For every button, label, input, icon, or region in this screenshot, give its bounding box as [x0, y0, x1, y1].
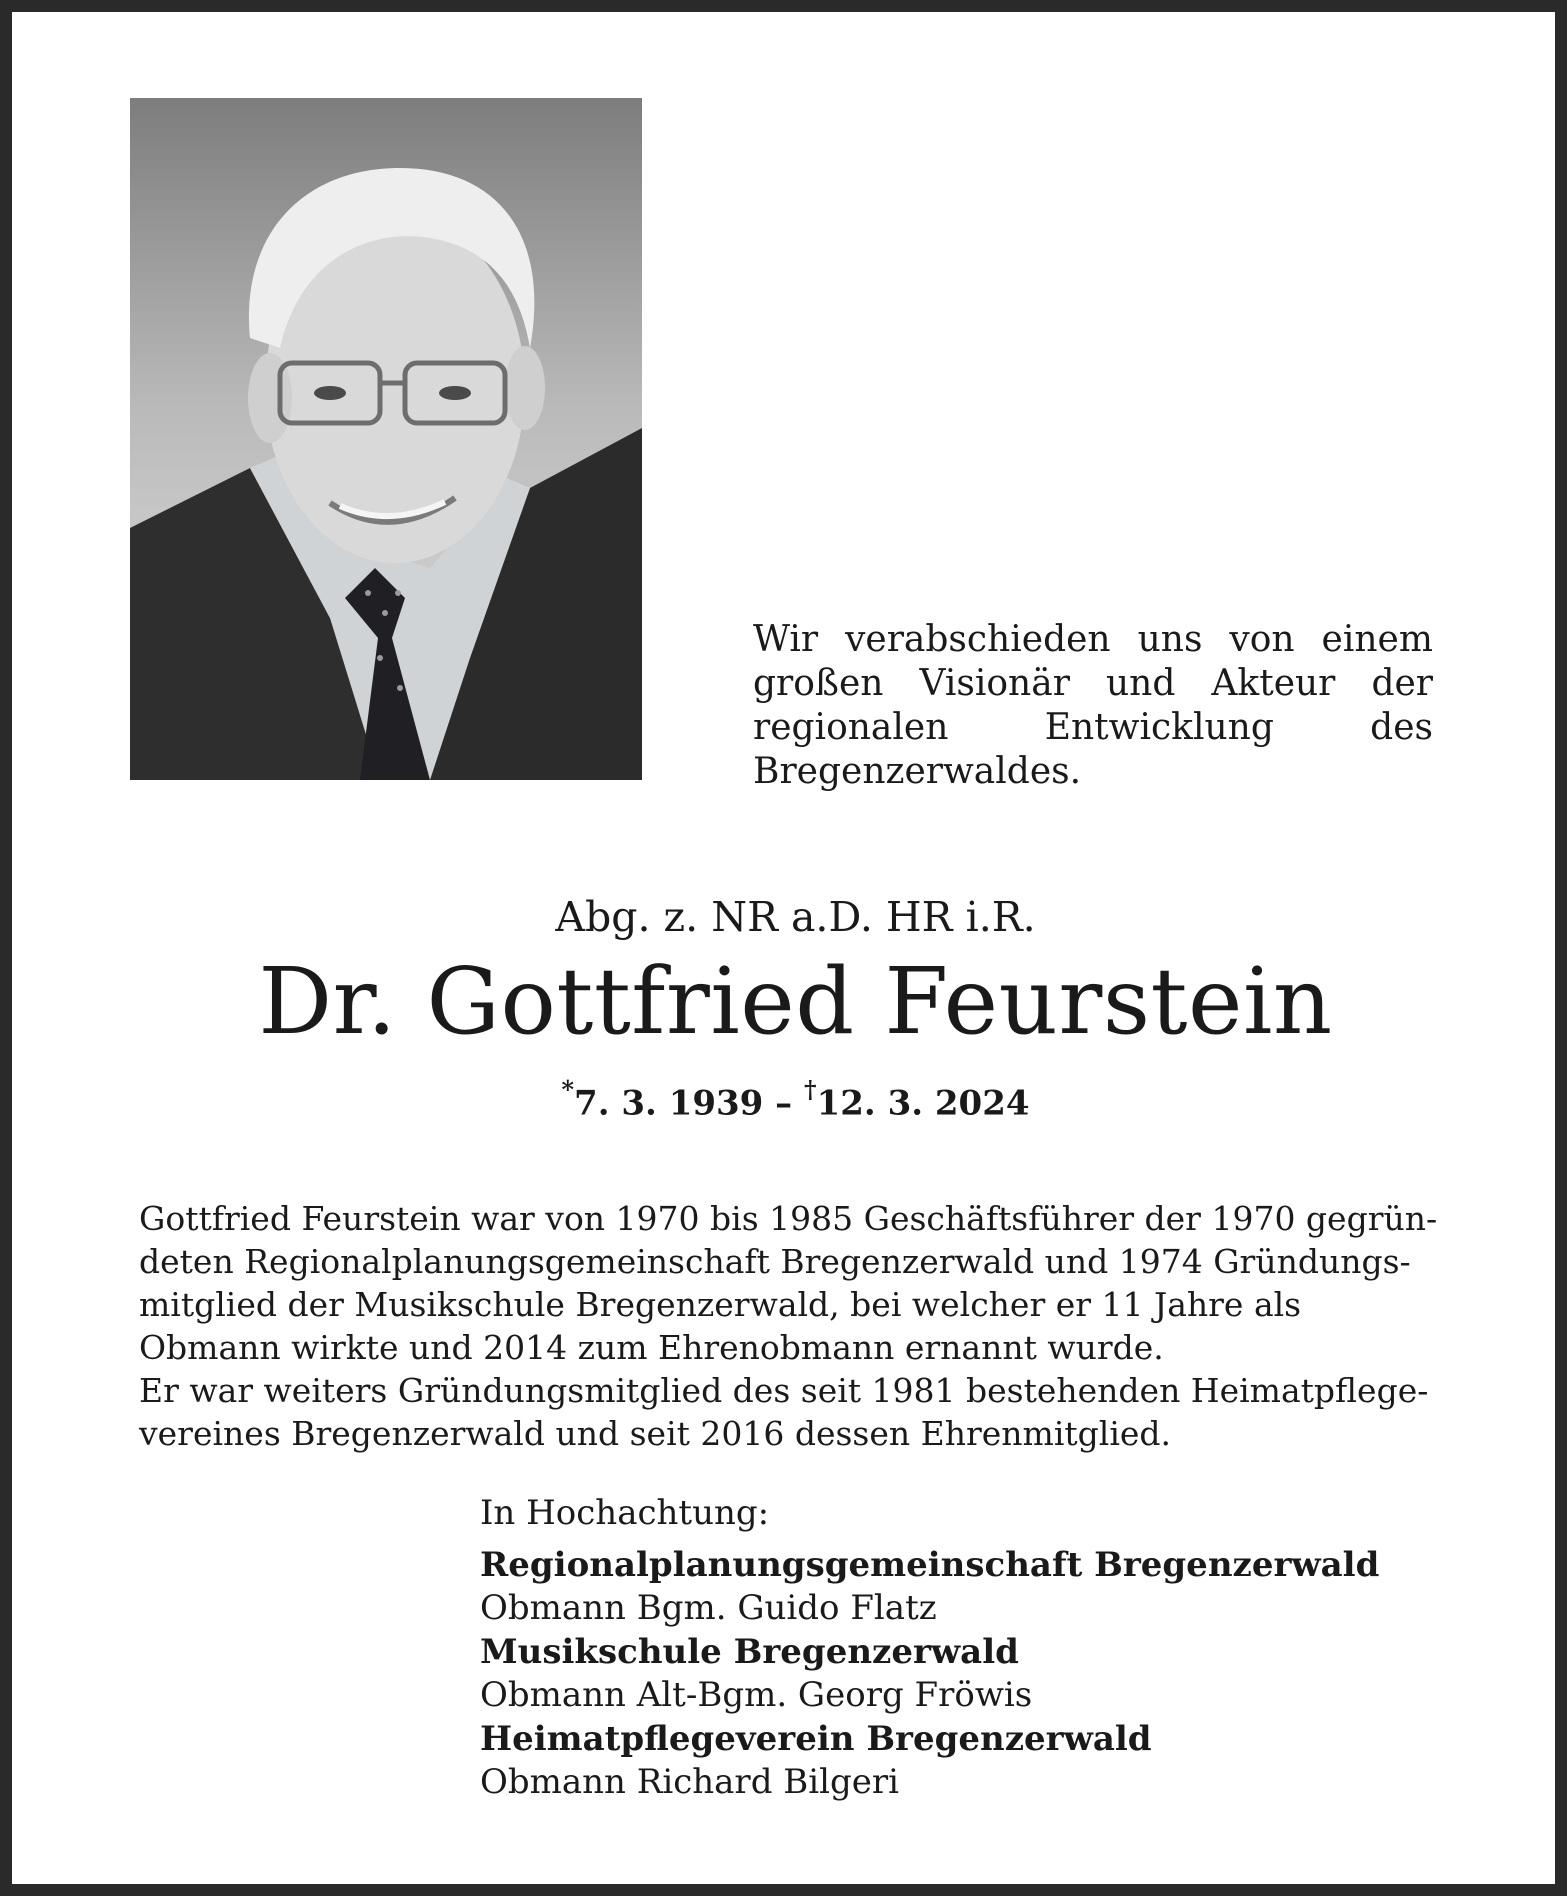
signatory-person: Obmann Bgm. Guido Flatz: [480, 1588, 937, 1628]
intro-text: Wir verabschieden uns von einem großen Visionär und Akteur der regionalen Entwicklung des Bregenzerwaldes.: [753, 619, 1433, 792]
date-separator: –: [763, 1083, 805, 1124]
signatory-person: Obmann Richard Bilgeri: [480, 1762, 900, 1802]
death-symbol: †: [804, 1075, 817, 1104]
signatory-org: Musikschule Bregenzerwald: [480, 1631, 1019, 1672]
birth-symbol: *: [561, 1075, 575, 1104]
birth-date: 7. 3. 1939: [574, 1083, 764, 1124]
honorific-title: Abg. z. NR a.D. HR i.R.: [555, 893, 1036, 941]
death-date: 12. 3. 2024: [816, 1083, 1030, 1124]
signoff-intro: In Hochachtung:: [480, 1493, 770, 1533]
portrait-image: [130, 98, 642, 780]
signatory-person: Obmann Alt-Bgm. Georg Fröwis: [480, 1675, 1033, 1715]
deceased-name: Dr. Gottfried Feurstein: [258, 948, 1333, 1055]
life-dates: [12, 1072, 1567, 1125]
biography-paragraph-1: Gottfried Feurstein war von 1970 bis 1985 Geschäftsführer der 1970 gegründeten Regionalplanungsgemeinschaft Bregenzerwald und 1974 Gründungsmitglied der Musikschule Bregenzerwald, bei welcher er 11 Jahre als Obmann wirkte und 2014 zum Ehrenobmann ernannt wurde.: [139, 1199, 1438, 1367]
portrait-photo: [130, 98, 642, 780]
signatory-org: Regionalplanungsgemeinschaft Bregenzerwald: [480, 1544, 1380, 1585]
biography-paragraph-2: Er war weiters Gründungsmitglied des seit 1981 bestehenden Heimatpflegevereines Bregenzerwald und seit 2016 dessen Ehrenmitglied.: [139, 1371, 1429, 1453]
signoff-block: [480, 1492, 1440, 1805]
biography: [139, 1197, 1449, 1455]
obituary-card: [12, 12, 1555, 1884]
signatory-org: Heimatpflegeverein Bregenzerwald: [480, 1718, 1152, 1759]
